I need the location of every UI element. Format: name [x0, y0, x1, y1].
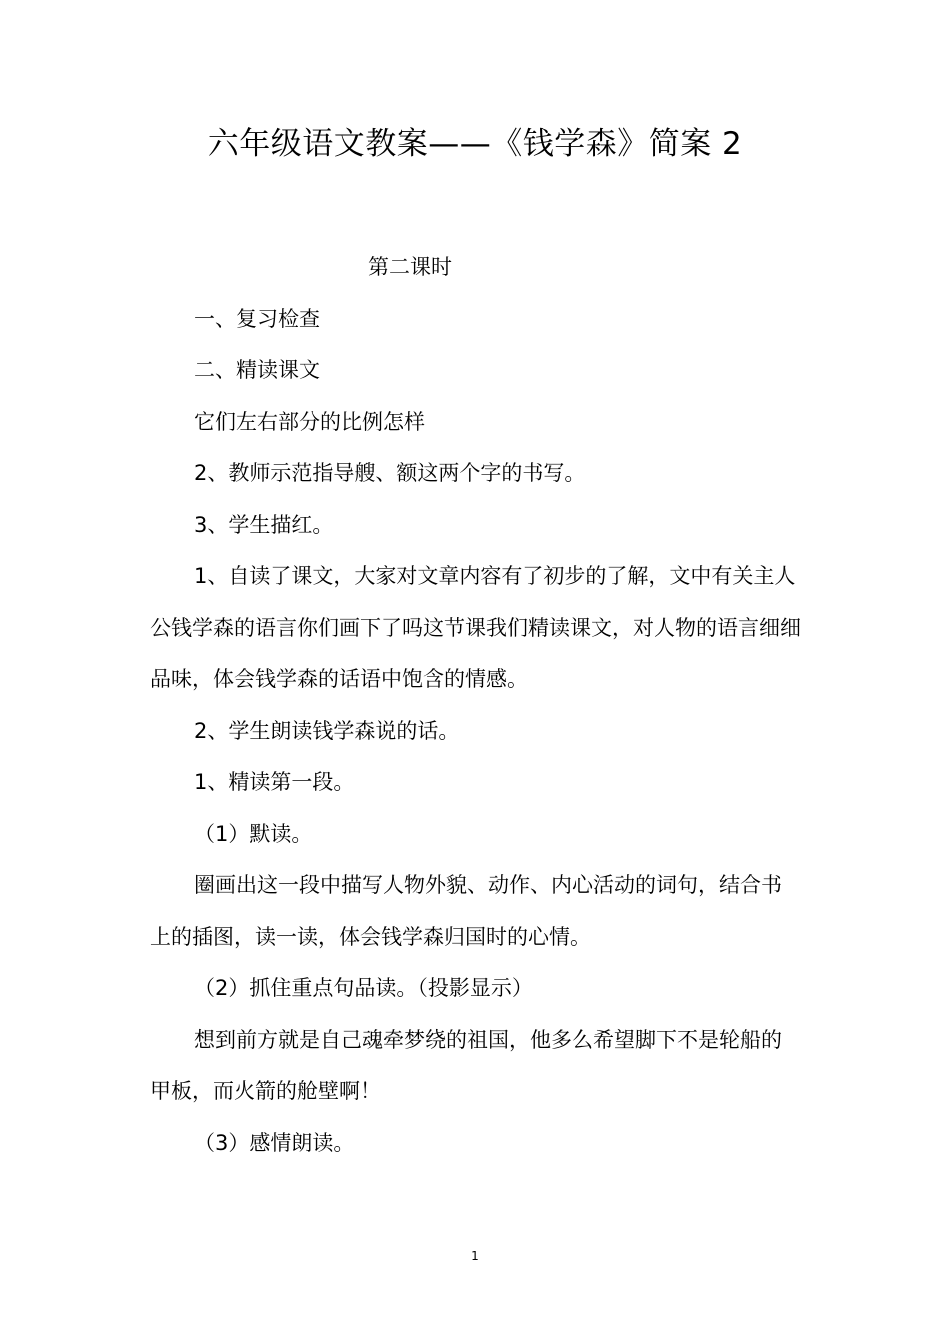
- paragraph-silent-reading: （1）默读。: [194, 821, 313, 846]
- paragraph-emotional-reading: （3）感情朗读。: [194, 1130, 355, 1155]
- paragraph-first-section: 1、精读第一段。: [194, 770, 355, 794]
- paragraph-student-tracing: 3、学生描红。: [194, 512, 334, 537]
- paragraph-student-reading: 2、学生朗读钱学森说的话。: [194, 718, 460, 743]
- paragraph-circle-words: 圈画出这一段中描写人物外貌、动作、内心活动的词句，结合书上的插图，读一读，体会钱学森归国时的心情。: [150, 873, 782, 949]
- paragraph-teacher-demo: 2、教师示范指导艘、额这两个字的书写。: [194, 461, 586, 485]
- page-number: 1: [471, 1249, 479, 1263]
- paragraph-proportion-question: 它们左右部分的比例怎样: [194, 409, 425, 434]
- paragraph-self-reading: 1、自读了课文，大家对文章内容有了初步的了解，文中有关主人公钱学森的语言你们画下了吗这节课我们精读课文，对人物的语言细细品味，体会钱学森的话语中饱含的情感。: [150, 564, 801, 691]
- paragraph-key-sentences: （2）抓住重点句品读。（投影显示）: [194, 976, 533, 1000]
- lesson-subtitle: 第二课时: [368, 255, 452, 279]
- document-title: 六年级语文教案——《钱学森》简案 2: [207, 126, 743, 162]
- document-body: [150, 242, 802, 1169]
- paragraph-review: 一、复习检查: [194, 306, 320, 331]
- paragraph-intensive-reading: 二、精读课文: [194, 358, 320, 382]
- paragraph-quote: 想到前方就是自己魂牵梦绕的祖国，他多么希望脚下不是轮船的甲板，而火箭的舱壁啊！: [150, 1027, 782, 1103]
